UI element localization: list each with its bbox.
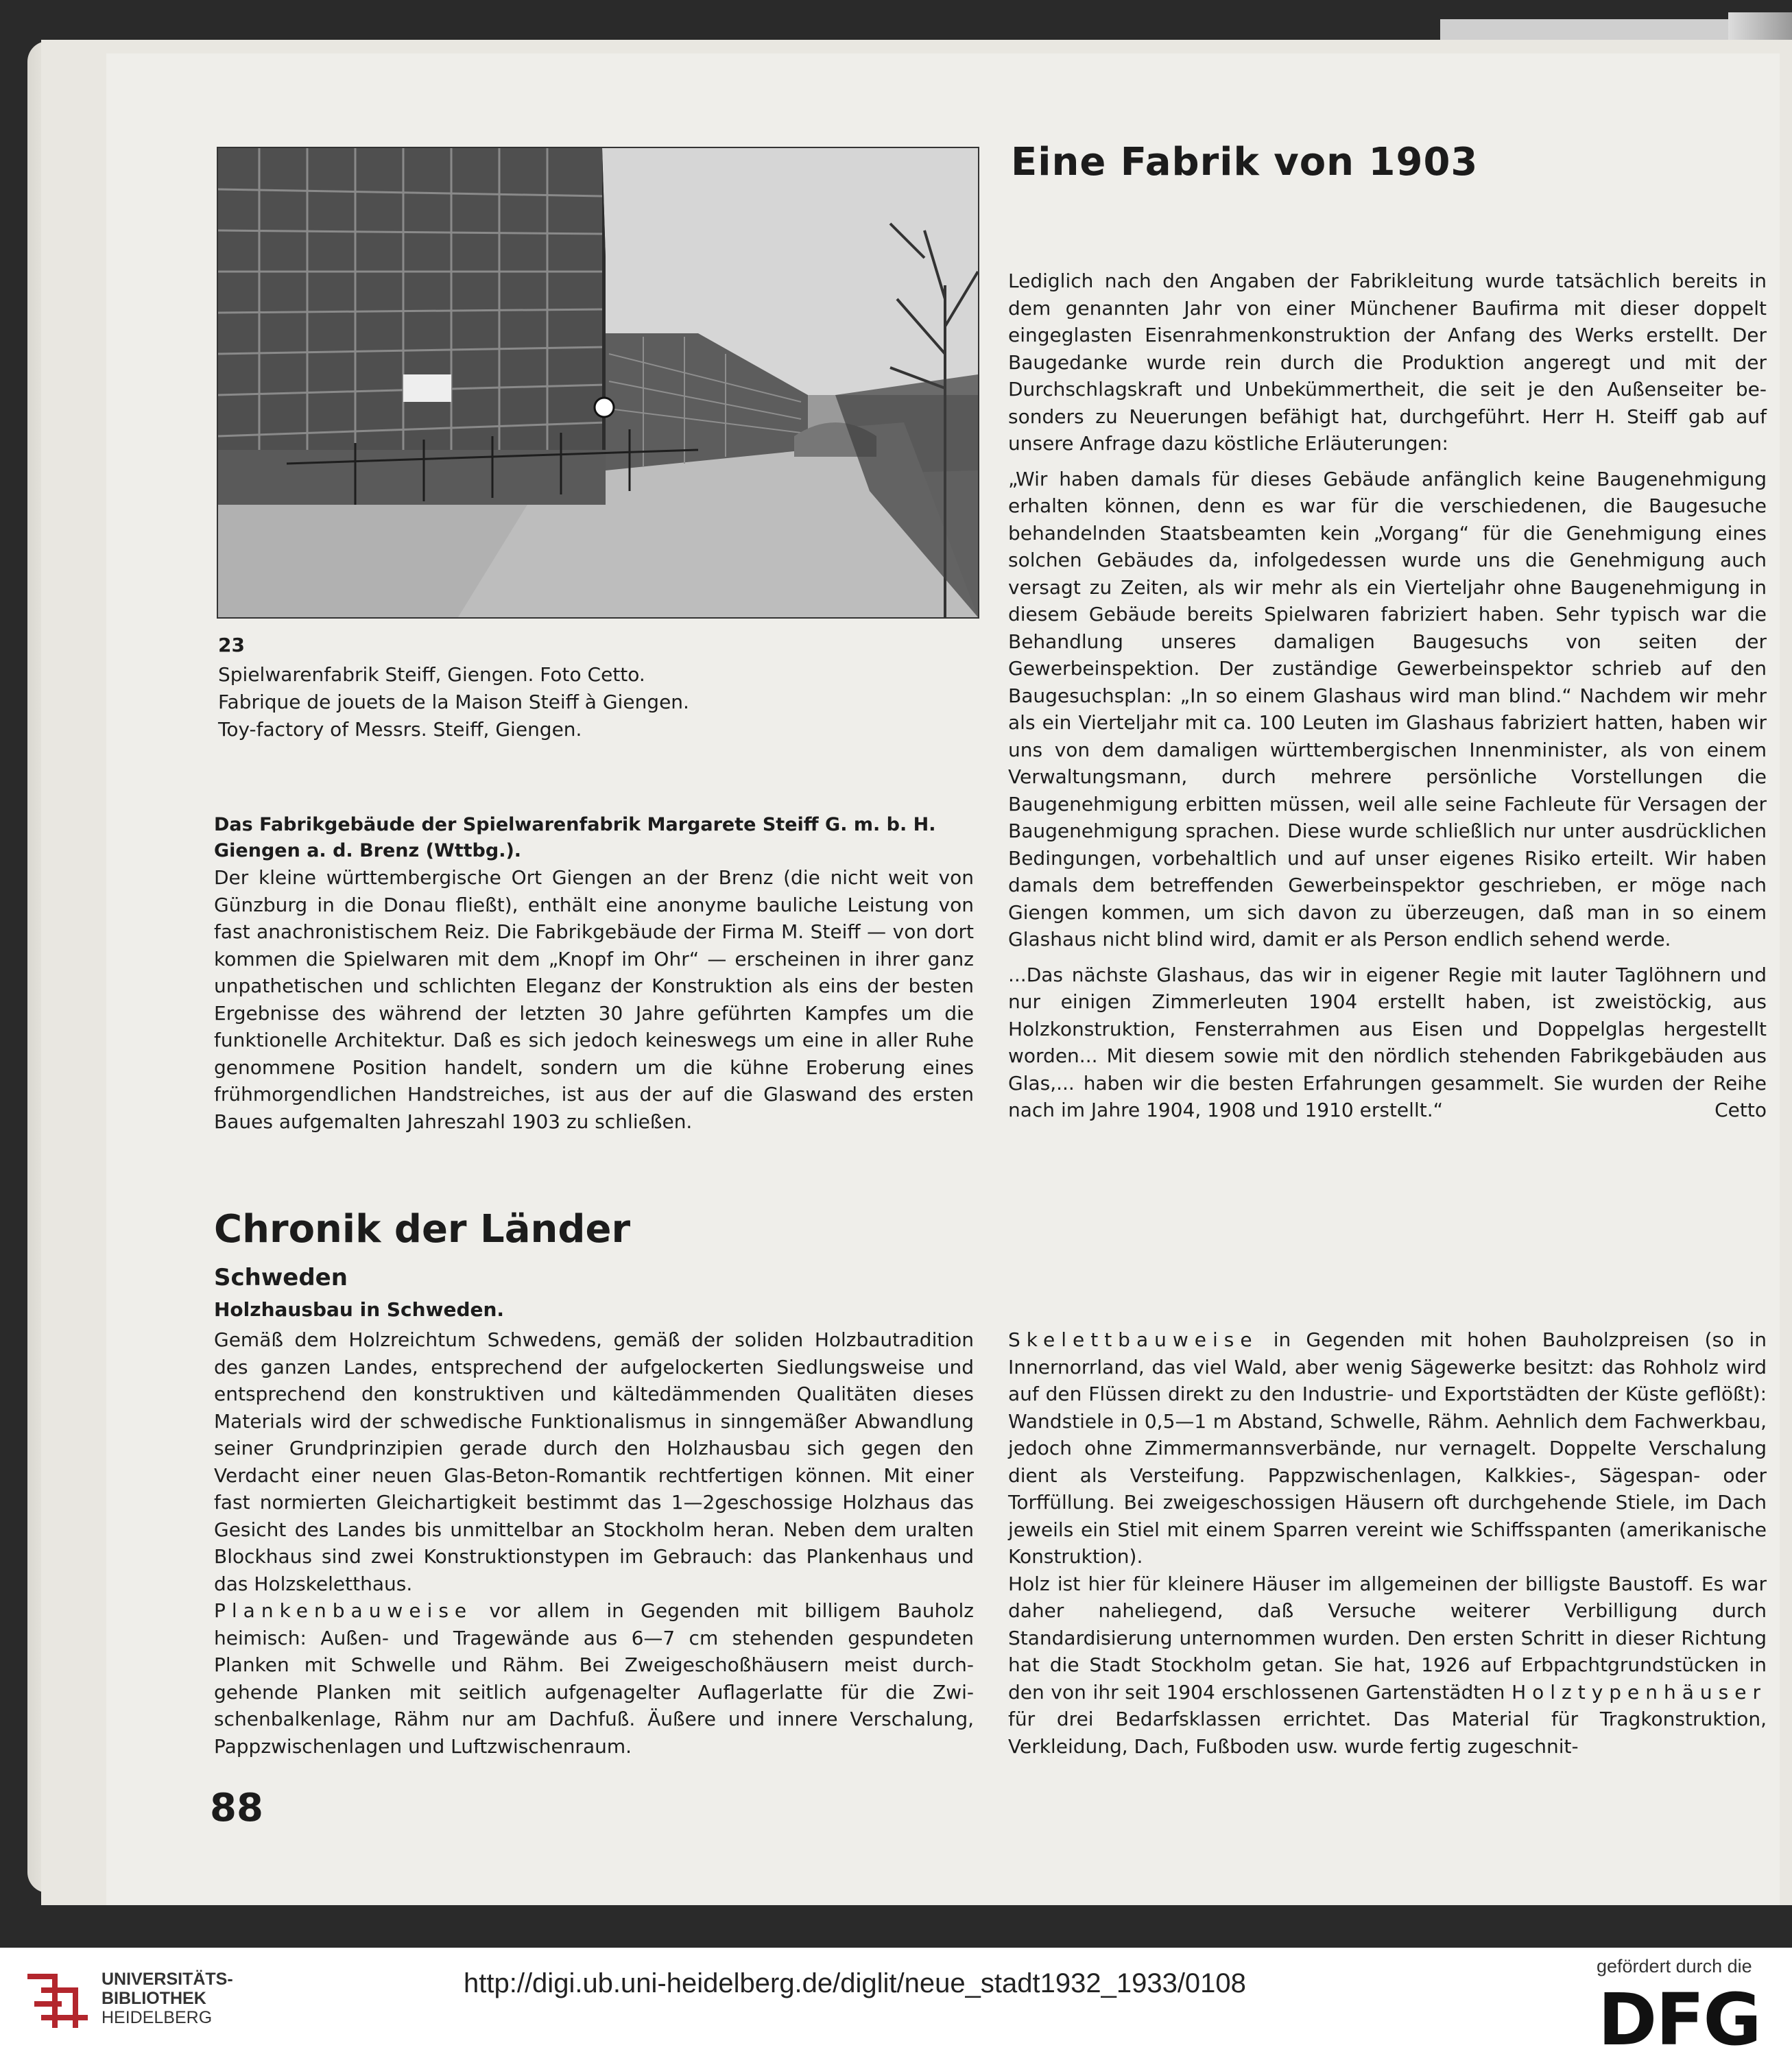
fabrik-quote-paragraph: „Wir haben damals für dieses Gebäude anfänglich keine Baugenehmigung erhalten können, denn es war für die verschiedenen, die Baugesuche behandelnden Staatsbeamten kein „Vorgang“ für die Genehmigung eines solchen Gebäudes da, infolgedessen wurde uns die Genehmigung auch versagt zu Zeiten, als wir mehr als ein Vierteljahr ohne Baugenehmigung in diesem Gebäude bereits Spielwaren fabriziert haben. Sehr typisch war die Behandlung unseres damaligen Baugesuchs von seiten der Gewerbeinspektion. Der zuständige Gewerbeinspektor schrieb auf den Baugesuchsplan: „In so einem Glashaus wird man blind.“ Nachdem wir mehr als ein Vierteljahr mit ca. 100 Leuten im Glashaus fabriziert hatten, haben wir uns von dem damaligen württembergischen Innenminister, als von einem Verwaltungsmann, durch mehrere persönliche Vorstellungen die Baugenehmigung erbitten müssen, weil alle seine Fachleute für Versagen der Baugenehmigung sprachen. Diese wurde schließlich nur unter ausdrücklichen Bedingungen, vorbehaltlich und auf unser eigenes Risiko erteilt. Wir haben damals dem betreffenden Gewerbeinspektor geschrieben, er möge nach Giengen kommen, um sich davon zu überzeugen, daß man in so einem Glashaus nicht blind wird, damit er als Person endlich sehend werde.: [1008, 467, 1767, 951]
permalink-url[interactable]: http://digi.ub.uni-heidelberg.de/diglit/neue_stadt1932_1933/0108: [464, 1968, 1246, 1998]
chronik-left-paragraph-2: [214, 1597, 974, 1760]
steiff-heading-line-1: Das Fabrikgebäude der Spielwarenfabrik Margarete Steiff G. m. b. H.: [214, 814, 936, 835]
planken-text: vor allem in Gegenden mit billigem Bauholz heimisch: Außen- und Tragewände aus 6—7 cm stehenden gespundeten Planken mit Schwelle und Rähm. Bei Zweigeschoßhäusern meist durchgehende Planken mit seitlich aufgenagelter Auflagerlatte für die Zwischenbalkenlage, Rähm nur am Dachfuß. Äußere und innere Verschalung, Pappzwischenlagen und Luftzwischenraum.: [214, 1599, 974, 1758]
chronik-right-column: [1008, 1326, 1767, 1760]
page-number: 88: [210, 1786, 263, 1830]
dfg-logo-icon[interactable]: [1598, 1987, 1769, 2053]
factory-photo: [217, 147, 979, 619]
figure-number: 23: [218, 634, 245, 656]
subsection-heading: Holzhausbau in Schweden.: [214, 1298, 505, 1321]
holz-text-b: für drei Bedarfsklassen errichtet. Das Material für Tragkonstruktion, Verkleidung, Dach, Fußboden usw. wurde fertig zugeschnit-: [1008, 1708, 1767, 1758]
skelett-text: in Gegenden mit hohen Bauholzpreisen (so in Innernorrland, das viel Wald, aber wenig Sägewerke besitzt: das Rohholz wird auf den Flüssen direkt zu den Industrie- und Exportstädten der Küste geflößt): Wandstiele in 0,5—1 m Abstand, Schwelle, Rähm. Aehnlich dem Fachwerkbau, jedoch ohne Zimmermannsverbände, nur vernagelt. Doppelte Verschalung dient als Versteifung. Pappzwischenlagen, Kalkkies-, Sägespan- oder Torffüllung. Bei zweigeschossigen Häusern oft durchgehende Stiele, im Dach jeweils ein Stiel mit einem Sparren vereint wie Schiffsspanten (amerikanische Konstruktion).: [1008, 1328, 1767, 1568]
fabrik-quote-text: ...Das nächste Glashaus, das wir in eigener Regie mit lauter Taglöhnern und nur einigen Zimmerleuten 1904 erstellt haben, ist zweistöckig, aus Holzkonstruktion, Fensterrahmen aus Eisen und Doppelglas hergestellt worden... Mit diesem sowie mit den nördlich stehenden Fabrikgebäuden aus Glas,... haben wir die besten Erfahrungen gesammelt. Sie wurden der Reihe nach im Jahre 1904, 1908 und 1910 erstellt.“: [1008, 963, 1767, 1121]
chronik-left-paragraph-1: Gemäß dem Holzreichtum Schwedens, gemäß der soliden Holzbautradition des ganzen Landes, entsprechend der aufgelockerten Siedlungsweise und entsprechend den konstruktiven und kältedämmenden Qualitäten dieses Materials wird der schwedische Funktionalismus in sinngemäßer Abwandlung seiner Grundprinzipien gerade durch den Holzhausbau sich gegen den Verdacht einer neuen Glas-Beton-Romantik rechtfertigen können. Mit einer fast normierten Gleichartigkeit bestimmt das 1—2geschossige Holzhaus das Gesicht des Landes bis unmittelbar an Stockholm heran. Neben dem uralten Blockhaus sind zwei Konstruktionstypen im Gebrauch: das Plankenhaus und das Holzskeletthaus.: [214, 1328, 974, 1595]
university-library-name: [101, 1970, 233, 2027]
library-line-1: UNIVERSITÄTS-: [101, 1970, 233, 1989]
figure-caption: [218, 661, 972, 743]
fabrik-quote-paragraph-2: [1008, 961, 1767, 1124]
country-heading: Schweden: [214, 1264, 348, 1291]
planken-term: Plankenbauweise: [214, 1599, 473, 1622]
article-title: Eine Fabrik von 1903: [1011, 140, 1479, 184]
caption-line-en: Toy-factory of Messrs. Steiff, Giengen.: [218, 718, 582, 741]
section-title: Chronik der Länder: [214, 1207, 631, 1252]
fabrik-intro-paragraph: Lediglich nach den Angaben der Fabrikleitung wurde tatsächlich bereits in dem genannten Jahr von einer Münchener Baufirma mit dieser doppelt eingeglasten Eisenrahmenkonstruktion der Anfang des Werks erstellt. Der Baugedanke wurde rein durch die Produktion angeregt und mit der Durchschlagskraft und Unbekümmertheit, die seit je den Außenseiter besonders zu Neuerungen befähigt hat, durchgeführt. Herr H. Steiff gab auf unsere Anfrage dazu köstliche Erläuterungen:: [1008, 270, 1767, 455]
skelett-term: Skelettbauweise: [1008, 1328, 1258, 1351]
caption-line-fr: Fabrique de jouets de la Maison Steiff à Giengen.: [218, 691, 689, 713]
viewer-footer: [0, 1948, 1792, 2067]
university-library-logo-icon[interactable]: [21, 1963, 95, 2040]
steiff-article: [214, 812, 974, 1135]
chronik-right-paragraph-1: [1008, 1326, 1767, 1570]
author-signature: Cetto: [1715, 1099, 1767, 1121]
fabrik-article-body: [1008, 267, 1767, 1124]
steiff-heading-line-2: Giengen a. d. Brenz (Wttbg.).: [214, 840, 522, 861]
chronik-left-column: [214, 1326, 974, 1760]
library-line-3: HEIDELBERG: [101, 2008, 213, 2027]
holz-text-a: Holz ist hier für kleinere Häuser im allgemeinen der billigste Baustoff. Es war daher naheliegend, daß Versuche weiterer Verbilligung durch Standardisierung unternommen wurden. Den ersten Schritt in dieser Richtung hat die Stadt Stockholm getan. Sie hat, 1926 auf Erbpachtgrundstücken in den von ihr seit 1904 erschlossenen Gartenstädten: [1008, 1572, 1767, 1704]
dfg-logo-text: DFG: [1598, 1987, 1760, 2050]
scan-top-strip: [1440, 19, 1769, 43]
caption-line-de: Spielwarenfabrik Steiff, Giengen. Foto Cetto.: [218, 663, 645, 686]
funding-note: gefördert durch die: [1597, 1956, 1752, 1976]
holztyp-term: Holztypenhäuser: [1512, 1680, 1767, 1704]
chronik-right-paragraph-2: [1008, 1570, 1767, 1760]
steiff-body: Der kleine württembergische Ort Giengen an der Brenz (die nicht weit von Günzburg in die Donau fließt), enthält eine anonyme bauliche Leistung von fast anachronistischem Reiz. Die Fabrikgebäude der Firma M. Steiff — von dort kommen die Spielwaren mit dem „Knopf im Ohr“ — erscheinen in ihrer ganz unpathetischen und schlichten Eleganz der Konstruktion als eins der besten Ergebnisse des während der letzten 30 Jahre geführten Kampfes um die funktionelle Architektur. Daß es sich jedoch keineswegs um eine in aller Ruhe genommene Position handelt, sondern um die kühne Eroberung eines frühmorgendlichen Handstreiches, ist aus der auf die Glaswand des ersten Baues aufgemalten Jahreszahl 1903 zu schließen.: [214, 866, 974, 1133]
library-line-2: BIBLIOTHEK: [101, 1989, 206, 2008]
